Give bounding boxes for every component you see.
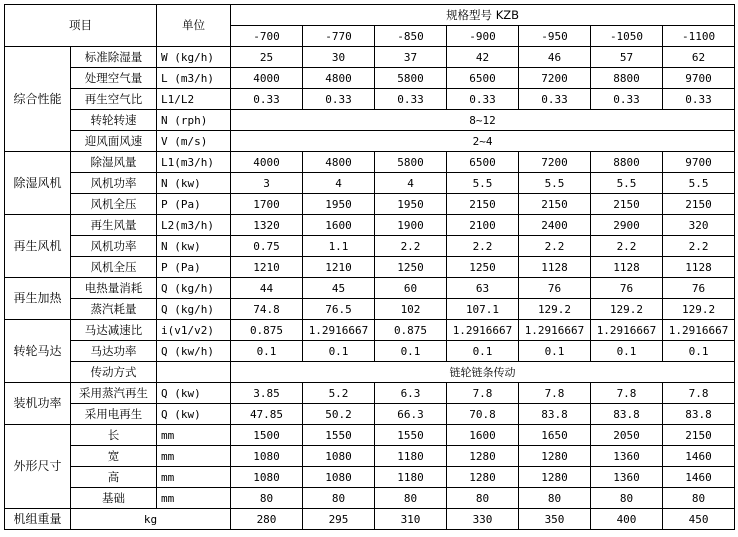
group-label: 装机功率 — [5, 383, 71, 425]
value-cell: 83.8 — [663, 404, 735, 425]
value-cell: 1950 — [303, 194, 375, 215]
value-cell: 0.33 — [375, 89, 447, 110]
item-label: 再生空气比 — [71, 89, 157, 110]
value-cell: 1360 — [591, 446, 663, 467]
unit-cell: kg — [71, 509, 231, 530]
value-cell: 129.2 — [663, 299, 735, 320]
span-value-cell: 链轮链条传动 — [231, 362, 735, 383]
table-row — [5, 425, 735, 446]
value-cell: 1460 — [663, 446, 735, 467]
header-model-cell: -950 — [519, 26, 591, 47]
item-label: 标准除湿量 — [71, 47, 157, 68]
value-cell: 1250 — [375, 257, 447, 278]
table-row — [5, 362, 735, 383]
spec-table-container — [4, 4, 735, 530]
value-cell: 2.2 — [447, 236, 519, 257]
item-label: 迎风面风速 — [71, 131, 157, 152]
unit-cell: mm — [157, 425, 231, 446]
value-cell: 400 — [591, 509, 663, 530]
item-label: 风机功率 — [71, 236, 157, 257]
value-cell: 4 — [303, 173, 375, 194]
unit-cell: W (kg/h) — [157, 47, 231, 68]
value-cell: 7.8 — [663, 383, 735, 404]
value-cell: 1180 — [375, 446, 447, 467]
value-cell: 1080 — [303, 467, 375, 488]
value-cell: 2400 — [519, 215, 591, 236]
value-cell: 0.875 — [375, 320, 447, 341]
value-cell: 83.8 — [519, 404, 591, 425]
unit-cell: N (kw) — [157, 173, 231, 194]
unit-cell: i(v1/v2) — [157, 320, 231, 341]
value-cell: 80 — [447, 488, 519, 509]
value-cell: 0.1 — [663, 341, 735, 362]
item-label: 风机全压 — [71, 257, 157, 278]
value-cell: 0.33 — [663, 89, 735, 110]
header-model-cell: -1100 — [663, 26, 735, 47]
value-cell: 1080 — [303, 446, 375, 467]
group-label: 除湿风机 — [5, 152, 71, 215]
value-cell: 295 — [303, 509, 375, 530]
value-cell: 1.2916667 — [303, 320, 375, 341]
unit-cell: mm — [157, 488, 231, 509]
value-cell: 129.2 — [519, 299, 591, 320]
value-cell: 1.2916667 — [663, 320, 735, 341]
value-cell: 1250 — [447, 257, 519, 278]
value-cell: 1650 — [519, 425, 591, 446]
unit-cell: Q (kg/h) — [157, 299, 231, 320]
table-row — [5, 299, 735, 320]
table-row — [5, 215, 735, 236]
item-label: 除湿风量 — [71, 152, 157, 173]
value-cell: 8800 — [591, 68, 663, 89]
span-value-cell: 8~12 — [231, 110, 735, 131]
value-cell: 1280 — [519, 467, 591, 488]
value-cell: 60 — [375, 278, 447, 299]
value-cell: 6.3 — [375, 383, 447, 404]
value-cell: 9700 — [663, 68, 735, 89]
value-cell: 1700 — [231, 194, 303, 215]
value-cell: 70.8 — [447, 404, 519, 425]
table-row — [5, 341, 735, 362]
value-cell: 80 — [231, 488, 303, 509]
item-label: 电热量消耗 — [71, 278, 157, 299]
value-cell: 1550 — [375, 425, 447, 446]
item-label: 风机全压 — [71, 194, 157, 215]
item-label: 蒸汽耗量 — [71, 299, 157, 320]
unit-cell: L1(m3/h) — [157, 152, 231, 173]
group-label: 机组重量 — [5, 509, 71, 530]
group-label: 再生加热 — [5, 278, 71, 320]
header-item: 项目 — [5, 5, 157, 47]
value-cell: 1210 — [231, 257, 303, 278]
value-cell: 1600 — [447, 425, 519, 446]
value-cell: 2150 — [663, 425, 735, 446]
value-cell: 25 — [231, 47, 303, 68]
table-row — [5, 68, 735, 89]
span-value-cell: 2~4 — [231, 131, 735, 152]
value-cell: 1210 — [303, 257, 375, 278]
value-cell: 1950 — [375, 194, 447, 215]
value-cell: 1080 — [231, 446, 303, 467]
value-cell: 2.2 — [663, 236, 735, 257]
value-cell: 80 — [591, 488, 663, 509]
table-row — [5, 278, 735, 299]
table-row — [5, 467, 735, 488]
value-cell: 2.2 — [519, 236, 591, 257]
item-label: 采用蒸汽再生 — [71, 383, 157, 404]
unit-cell: L2(m3/h) — [157, 215, 231, 236]
value-cell: 1.2916667 — [519, 320, 591, 341]
value-cell: 47.85 — [231, 404, 303, 425]
table-row — [5, 446, 735, 467]
table-row — [5, 152, 735, 173]
table-row — [5, 194, 735, 215]
value-cell: 7200 — [519, 152, 591, 173]
unit-cell: P (Pa) — [157, 257, 231, 278]
value-cell: 330 — [447, 509, 519, 530]
value-cell: 62 — [663, 47, 735, 68]
value-cell: 1280 — [447, 446, 519, 467]
value-cell: 0.1 — [447, 341, 519, 362]
value-cell: 5.5 — [663, 173, 735, 194]
value-cell: 42 — [447, 47, 519, 68]
value-cell: 76 — [519, 278, 591, 299]
item-label: 再生风量 — [71, 215, 157, 236]
value-cell: 0.1 — [231, 341, 303, 362]
item-label: 采用电再生 — [71, 404, 157, 425]
value-cell: 4000 — [231, 152, 303, 173]
group-label: 外形尺寸 — [5, 425, 71, 509]
value-cell: 8800 — [591, 152, 663, 173]
value-cell: 1600 — [303, 215, 375, 236]
value-cell: 1.1 — [303, 236, 375, 257]
value-cell: 1460 — [663, 467, 735, 488]
value-cell: 4800 — [303, 68, 375, 89]
value-cell: 76.5 — [303, 299, 375, 320]
unit-cell: mm — [157, 446, 231, 467]
value-cell: 0.1 — [375, 341, 447, 362]
value-cell: 2150 — [519, 194, 591, 215]
header-unit: 单位 — [157, 5, 231, 47]
table-row — [5, 236, 735, 257]
unit-cell: P (Pa) — [157, 194, 231, 215]
value-cell: 1128 — [591, 257, 663, 278]
value-cell: 7200 — [519, 68, 591, 89]
unit-cell: N (kw) — [157, 236, 231, 257]
value-cell: 83.8 — [591, 404, 663, 425]
value-cell: 5.5 — [591, 173, 663, 194]
header-model-cell: -1050 — [591, 26, 663, 47]
table-row — [5, 131, 735, 152]
value-cell: 310 — [375, 509, 447, 530]
value-cell: 37 — [375, 47, 447, 68]
value-cell: 6500 — [447, 152, 519, 173]
item-label: 传动方式 — [71, 362, 157, 383]
value-cell: 45 — [303, 278, 375, 299]
item-label: 宽 — [71, 446, 157, 467]
unit-cell: L (m3/h) — [157, 68, 231, 89]
value-cell: 80 — [375, 488, 447, 509]
value-cell: 0.33 — [591, 89, 663, 110]
header-model-cell: -900 — [447, 26, 519, 47]
item-label: 处理空气量 — [71, 68, 157, 89]
value-cell: 102 — [375, 299, 447, 320]
unit-cell: Q (kg/h) — [157, 278, 231, 299]
value-cell: 450 — [663, 509, 735, 530]
value-cell: 76 — [591, 278, 663, 299]
table-row — [5, 110, 735, 131]
value-cell: 5.5 — [447, 173, 519, 194]
value-cell: 1080 — [231, 467, 303, 488]
value-cell: 46 — [519, 47, 591, 68]
unit-cell: N (rph) — [157, 110, 231, 131]
unit-cell: Q (kw) — [157, 383, 231, 404]
value-cell: 0.75 — [231, 236, 303, 257]
unit-cell: mm — [157, 467, 231, 488]
unit-cell: Q (kw) — [157, 404, 231, 425]
value-cell: 63 — [447, 278, 519, 299]
value-cell: 1320 — [231, 215, 303, 236]
table-row — [5, 257, 735, 278]
header-spec-title: 规格型号 KZB — [231, 5, 735, 26]
value-cell: 9700 — [663, 152, 735, 173]
header-row-1 — [5, 5, 735, 26]
value-cell: 5.5 — [519, 173, 591, 194]
value-cell: 3 — [231, 173, 303, 194]
value-cell: 0.1 — [519, 341, 591, 362]
value-cell: 80 — [519, 488, 591, 509]
value-cell: 2150 — [447, 194, 519, 215]
header-model-cell: -700 — [231, 26, 303, 47]
value-cell: 2150 — [663, 194, 735, 215]
value-cell: 1180 — [375, 467, 447, 488]
value-cell: 7.8 — [447, 383, 519, 404]
table-row — [5, 488, 735, 509]
group-label: 综合性能 — [5, 47, 71, 152]
value-cell: 0.33 — [303, 89, 375, 110]
value-cell: 1280 — [447, 467, 519, 488]
item-label: 长 — [71, 425, 157, 446]
unit-cell — [157, 362, 231, 383]
group-label: 再生风机 — [5, 215, 71, 278]
value-cell: 2050 — [591, 425, 663, 446]
value-cell: 1550 — [303, 425, 375, 446]
table-row — [5, 89, 735, 110]
value-cell: 0.33 — [447, 89, 519, 110]
table-row — [5, 173, 735, 194]
value-cell: 350 — [519, 509, 591, 530]
value-cell: 2900 — [591, 215, 663, 236]
value-cell: 129.2 — [591, 299, 663, 320]
item-label: 马达减速比 — [71, 320, 157, 341]
item-label: 高 — [71, 467, 157, 488]
value-cell: 5800 — [375, 152, 447, 173]
value-cell: 4800 — [303, 152, 375, 173]
value-cell: 80 — [663, 488, 735, 509]
value-cell: 1500 — [231, 425, 303, 446]
value-cell: 2.2 — [591, 236, 663, 257]
value-cell: 1128 — [519, 257, 591, 278]
value-cell: 80 — [303, 488, 375, 509]
unit-cell: Q (kw/h) — [157, 341, 231, 362]
value-cell: 2100 — [447, 215, 519, 236]
value-cell: 44 — [231, 278, 303, 299]
header-model-cell: -850 — [375, 26, 447, 47]
value-cell: 1.2916667 — [591, 320, 663, 341]
value-cell: 3.85 — [231, 383, 303, 404]
value-cell: 320 — [663, 215, 735, 236]
unit-cell: V (m/s) — [157, 131, 231, 152]
unit-cell: L1/L2 — [157, 89, 231, 110]
item-label: 马达功率 — [71, 341, 157, 362]
value-cell: 0.33 — [231, 89, 303, 110]
value-cell: 1900 — [375, 215, 447, 236]
value-cell: 7.8 — [519, 383, 591, 404]
value-cell: 0.1 — [591, 341, 663, 362]
value-cell: 66.3 — [375, 404, 447, 425]
value-cell: 4 — [375, 173, 447, 194]
value-cell: 30 — [303, 47, 375, 68]
table-row — [5, 509, 735, 530]
value-cell: 0.33 — [519, 89, 591, 110]
value-cell: 4000 — [231, 68, 303, 89]
value-cell: 57 — [591, 47, 663, 68]
value-cell: 0.1 — [303, 341, 375, 362]
value-cell: 7.8 — [591, 383, 663, 404]
value-cell: 1280 — [519, 446, 591, 467]
value-cell: 5.2 — [303, 383, 375, 404]
value-cell: 2150 — [591, 194, 663, 215]
value-cell: 107.1 — [447, 299, 519, 320]
value-cell: 74.8 — [231, 299, 303, 320]
value-cell: 2.2 — [375, 236, 447, 257]
value-cell: 50.2 — [303, 404, 375, 425]
value-cell: 1128 — [663, 257, 735, 278]
item-label: 基础 — [71, 488, 157, 509]
table-row — [5, 404, 735, 425]
table-row — [5, 383, 735, 404]
value-cell: 76 — [663, 278, 735, 299]
value-cell: 5800 — [375, 68, 447, 89]
value-cell: 0.875 — [231, 320, 303, 341]
value-cell: 6500 — [447, 68, 519, 89]
value-cell: 1360 — [591, 467, 663, 488]
value-cell: 1.2916667 — [447, 320, 519, 341]
table-row — [5, 47, 735, 68]
spec-table — [4, 4, 735, 530]
table-row — [5, 320, 735, 341]
value-cell: 280 — [231, 509, 303, 530]
item-label: 转轮转速 — [71, 110, 157, 131]
item-label: 风机功率 — [71, 173, 157, 194]
header-model-cell: -770 — [303, 26, 375, 47]
group-label: 转轮马达 — [5, 320, 71, 383]
